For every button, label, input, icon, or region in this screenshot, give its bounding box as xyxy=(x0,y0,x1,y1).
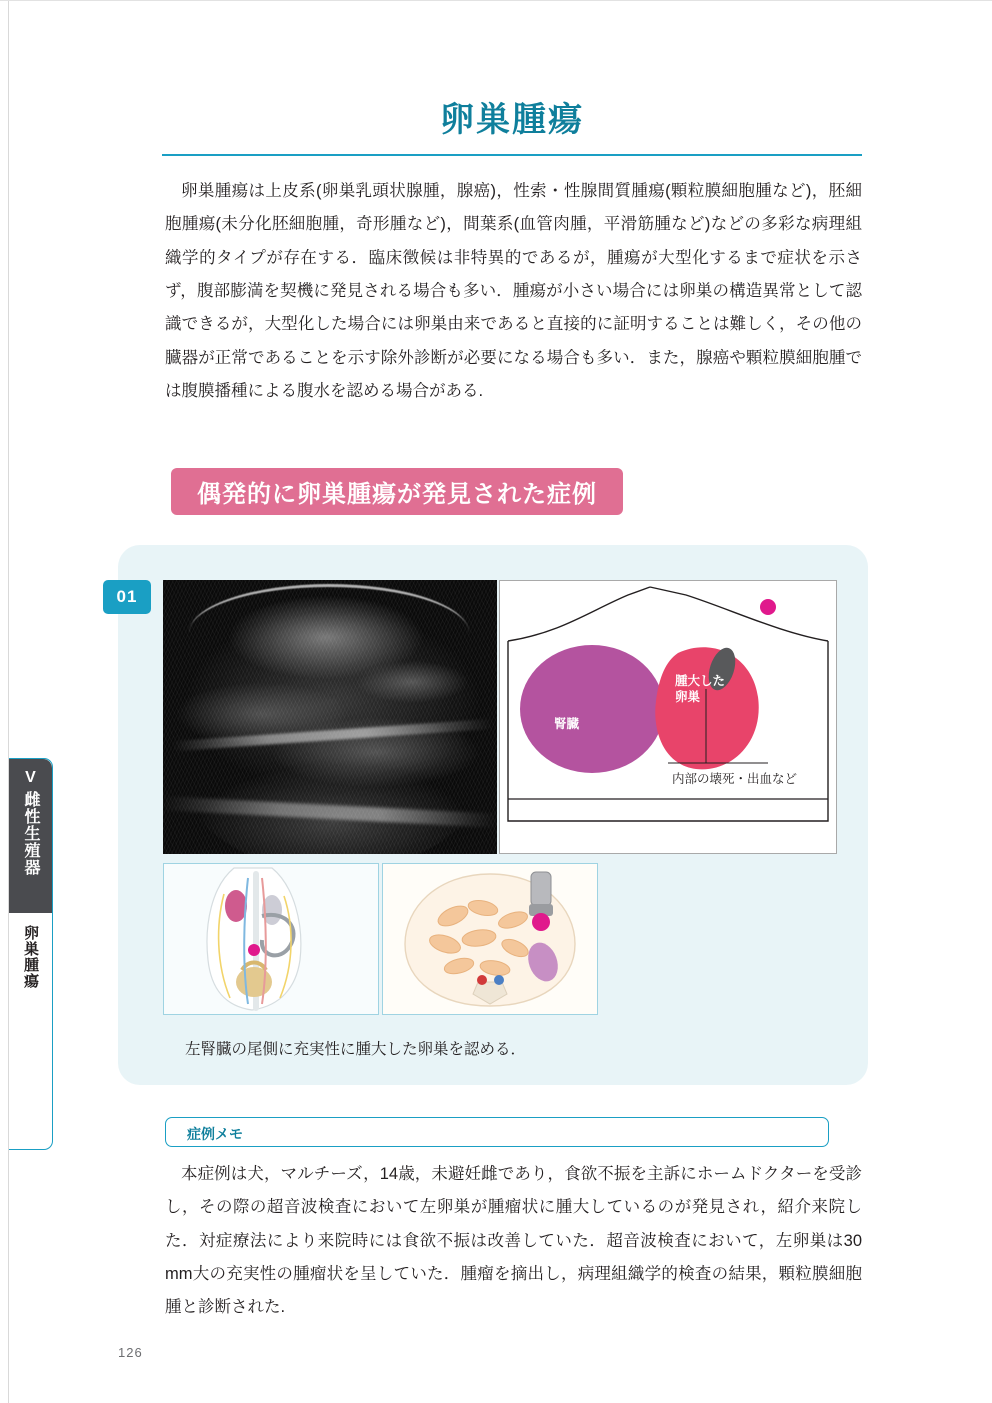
memo-text-block xyxy=(165,1158,862,1325)
figure-caption: 左腎臓の尾側に充実性に腫大した卵巣を認める． xyxy=(185,1041,527,1058)
figure-number-label: 01 xyxy=(116,587,138,606)
title-block xyxy=(162,100,862,156)
schematic-kidney-label: 腎臓 xyxy=(554,717,580,731)
memo-label: 症例メモ xyxy=(183,1124,247,1144)
ultrasound-image xyxy=(163,580,497,854)
schematic-illustration xyxy=(499,580,837,854)
title-underline xyxy=(162,154,862,156)
side-tab xyxy=(9,758,53,1150)
schematic-ovary-label xyxy=(675,673,725,706)
schematic-necrosis-label: 内部の壊死・出血など xyxy=(672,772,798,786)
cross-section-illustration xyxy=(382,863,598,1015)
page-title: 卵巣腫瘍 xyxy=(440,101,584,139)
side-tab-section-label: 雌性生殖器 xyxy=(22,791,39,876)
page-left-edge xyxy=(0,0,9,1403)
page-number: 126 xyxy=(118,1345,143,1360)
memo-paragraph: 本症例は犬，マルチーズ，14歳，未避妊雌であり，食欲不振を主訴にホームドクターを受診し，その際の超音波検査において左卵巣が腫瘤状に腫大しているのが発見され，紹介来院した．対症療法により来院時には食欲不振は改善していた．超音波検査において，左卵巣は30 mm大の充実性の腫瘤状を呈していた．腫瘤を摘出し，病理組織学的検査の結果，顆粒膜細胞腫と診断された. xyxy=(165,1165,862,1317)
side-tab-section-block xyxy=(9,759,52,913)
probe-position-illustration xyxy=(163,863,379,1015)
schematic-svg xyxy=(500,581,836,853)
schematic-ovary-label-line1: 腫大した xyxy=(675,674,726,688)
intro-paragraph-block xyxy=(165,175,862,408)
side-tab-subsection-label: 卵巣腫瘍 xyxy=(22,925,39,989)
cross-section-svg xyxy=(383,864,597,1014)
case-banner-label: 偶発的に卵巣腫瘍が発見された症例 xyxy=(197,481,597,508)
schematic-ovary-label-line2: 卵巣 xyxy=(675,690,701,705)
side-tab-roman-numeral: V xyxy=(25,769,36,786)
case-banner xyxy=(171,468,623,515)
figure-number-badge xyxy=(103,580,151,614)
intro-paragraph: 卵巣腫瘍は上皮系(卵巣乳頭状腺腫，腺癌)，性索・性腺間質腫瘍(顆粒膜細胞腫など)，胚細胞腫瘍(未分化胚細胞腫，奇形腫など)，間葉系(血管肉腫，平滑筋腫など)などの多彩な病理組織学的タイプが存在する．臨床徴候は非特異的であるが，腫瘍が大型化するまで症状を示さず，腹部膨満を契機に発見される場合も多い．腫瘍が小さい場合には卵巣の構造異常として認識できるが，大型化した場合には卵巣由来であると直接的に証明することは難しく，その他の臓器が正常であることを示す除外診断が必要になる場合も多い．また，腺癌や顆粒膜細胞腫では腹膜播種による腹水を認める場合がある. xyxy=(165,182,862,400)
memo-box xyxy=(165,1117,829,1147)
side-tab-subsection-wrap xyxy=(9,925,52,989)
probe-position-svg xyxy=(164,864,378,1014)
